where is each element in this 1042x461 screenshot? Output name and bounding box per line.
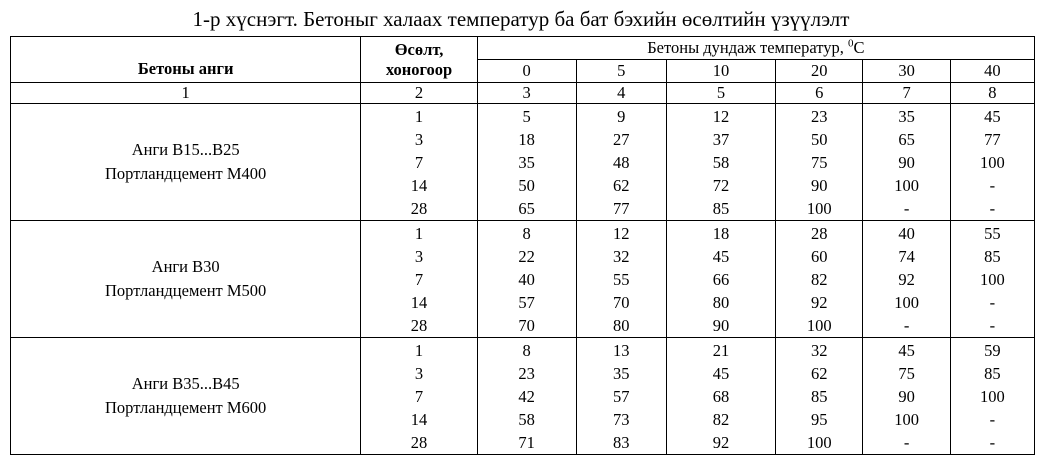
strength-value: 80 [712, 292, 730, 312]
strength-value: 100 [894, 175, 919, 195]
age-value: 1 [414, 223, 424, 243]
strength-value: 62 [612, 175, 630, 195]
strength-value: 100 [979, 386, 1005, 406]
strength-value: 27 [612, 129, 630, 149]
group-row [11, 104, 1035, 221]
strength-value: 82 [712, 409, 730, 429]
strength-value: 32 [612, 246, 630, 266]
age-value: 1 [414, 340, 424, 360]
age-value: 7 [414, 152, 424, 172]
column-number-7: 7 [863, 83, 950, 104]
strength-value: 18 [712, 223, 730, 243]
strength-cell [776, 221, 863, 338]
group-grade-cell [11, 338, 361, 455]
strength-value: - [989, 175, 996, 195]
strength-cell [666, 104, 775, 221]
header-temp-0: 0 [477, 60, 576, 83]
strength-value: 55 [612, 269, 630, 289]
strength-value: 71 [518, 432, 535, 452]
strength-value: 72 [712, 175, 730, 195]
strength-value: 90 [898, 152, 915, 172]
strength-value: 65 [898, 129, 915, 149]
header-temp-3: 20 [776, 60, 863, 83]
strength-value: 40 [518, 269, 535, 289]
grade-label: Анги В30 [151, 257, 220, 276]
table-caption: 1-р хүснэгт. Бетоныг халаах температур ба бат бэхийн өсөлтийн үзүүлэлт [192, 7, 850, 31]
header-age: Өсөлт, хоногоор [361, 37, 477, 83]
strength-value: 58 [518, 409, 535, 429]
strength-value: 48 [612, 152, 630, 172]
age-value: 14 [410, 175, 428, 195]
strength-cell [666, 221, 775, 338]
strength-value: 45 [898, 340, 915, 360]
strength-value: 77 [984, 129, 1001, 149]
strength-cell [477, 338, 576, 455]
strength-value: 100 [894, 409, 919, 429]
age-value: 28 [410, 315, 428, 335]
strength-value: 75 [811, 152, 828, 172]
strength-value: - [903, 198, 910, 218]
strength-value: 50 [811, 129, 828, 149]
cement-label: Портландцемент М600 [105, 398, 267, 417]
strength-value: 28 [811, 223, 828, 243]
strength-value: 8 [522, 340, 531, 360]
age-value: 3 [414, 363, 424, 383]
group-grade-cell [11, 104, 361, 221]
strength-value: 35 [898, 106, 915, 126]
strength-value: - [989, 409, 996, 429]
strength-value: 85 [984, 363, 1001, 383]
strength-value: 100 [806, 198, 832, 218]
column-number-8: 8 [950, 83, 1034, 104]
strength-value: 92 [712, 432, 730, 452]
age-value: 14 [410, 292, 428, 312]
header-temp-5: 40 [950, 60, 1034, 83]
strength-value: 57 [612, 386, 630, 406]
strength-value: 37 [712, 129, 730, 149]
strength-value: 92 [811, 292, 828, 312]
strength-value: 40 [898, 223, 915, 243]
strength-value: 35 [518, 152, 535, 172]
strength-value: 35 [612, 363, 630, 383]
strength-value: 60 [811, 246, 828, 266]
strength-value: 90 [712, 315, 730, 335]
strength-value: 82 [811, 269, 828, 289]
strength-value: 100 [979, 152, 1005, 172]
strength-value: 83 [612, 432, 630, 452]
strength-value: 85 [984, 246, 1001, 266]
strength-value: 21 [712, 340, 730, 360]
strength-value: 23 [518, 363, 535, 383]
cement-label: Портландцемент М500 [105, 281, 267, 300]
header-temperature: Бетоны дундаж температур, $^0$С [477, 37, 1034, 60]
strength-value: 100 [806, 315, 832, 335]
age-value: 7 [414, 386, 424, 406]
strength-cell [576, 338, 666, 455]
strength-cell [477, 221, 576, 338]
strength-value: 90 [811, 175, 828, 195]
strength-value: 73 [612, 409, 630, 429]
strength-value: 92 [898, 269, 915, 289]
strength-value: - [989, 315, 996, 335]
strength-value: 23 [811, 106, 828, 126]
column-number-6: 6 [776, 83, 863, 104]
strength-value: 42 [518, 386, 535, 406]
strength-cell [863, 338, 950, 455]
strength-cell [950, 338, 1034, 455]
column-number-4: 4 [576, 83, 666, 104]
strength-cell [666, 338, 775, 455]
strength-cell [950, 221, 1034, 338]
strength-value: 85 [712, 198, 730, 218]
strength-cell [776, 338, 863, 455]
strength-value: 100 [806, 432, 832, 452]
group-age-cell [361, 221, 477, 338]
group-row [11, 221, 1035, 338]
strength-value: 70 [612, 292, 630, 312]
strength-value: 100 [979, 269, 1005, 289]
age-value: 7 [414, 269, 424, 289]
strength-value: 9 [617, 106, 626, 126]
strength-value: 59 [984, 340, 1001, 360]
strength-value: 58 [712, 152, 730, 172]
grade-label: Анги В15...В25 [131, 140, 240, 159]
age-value: 28 [410, 198, 428, 218]
strength-value: 74 [898, 246, 915, 266]
strength-value: 66 [712, 269, 730, 289]
strength-value: 45 [712, 246, 730, 266]
strength-cell [576, 221, 666, 338]
group-row [11, 338, 1035, 455]
age-value: 3 [414, 129, 424, 149]
strength-cell [776, 104, 863, 221]
strength-value: 65 [518, 198, 535, 218]
age-value: 28 [410, 432, 428, 452]
strength-value: - [989, 432, 996, 452]
strength-value: 8 [522, 223, 531, 243]
strength-cell [477, 104, 576, 221]
strength-value: 50 [518, 175, 535, 195]
strength-value: 45 [712, 363, 730, 383]
strength-value: 100 [894, 292, 919, 312]
column-number-1: 1 [11, 83, 361, 104]
strength-value: 12 [612, 223, 630, 243]
strength-value: 80 [612, 315, 630, 335]
strength-value: 32 [811, 340, 828, 360]
column-number-3: 3 [477, 83, 576, 104]
strength-value: - [903, 432, 910, 452]
strength-value: 22 [518, 246, 535, 266]
group-age-cell [361, 104, 477, 221]
grade-label: Анги В35...В45 [131, 374, 240, 393]
strength-cell [950, 104, 1034, 221]
concrete-strength-table [10, 36, 1035, 455]
strength-value: - [989, 292, 996, 312]
group-age-cell [361, 338, 477, 455]
strength-value: 70 [518, 315, 535, 335]
strength-value: 68 [712, 386, 730, 406]
header-temp-4: 30 [863, 60, 950, 83]
strength-cell [863, 104, 950, 221]
strength-value: 13 [612, 340, 630, 360]
strength-value: 55 [984, 223, 1001, 243]
header-grade: Бетоны анги [11, 37, 361, 83]
cement-label: Портландцемент М400 [105, 164, 267, 183]
column-number-5: 5 [666, 83, 775, 104]
strength-value: 62 [811, 363, 828, 383]
header-temp-2: 10 [666, 60, 775, 83]
strength-cell [863, 221, 950, 338]
age-value: 3 [414, 246, 424, 266]
strength-value: 75 [898, 363, 915, 383]
strength-value: 95 [811, 409, 828, 429]
strength-value: 77 [612, 198, 630, 218]
strength-value: 12 [712, 106, 730, 126]
strength-value: 18 [518, 129, 535, 149]
age-value: 1 [414, 106, 424, 126]
strength-value: 57 [518, 292, 535, 312]
column-number-2: 2 [361, 83, 477, 104]
strength-value: - [989, 198, 996, 218]
header-temp-1: 5 [576, 60, 666, 83]
strength-value: 85 [811, 386, 828, 406]
strength-value: 5 [522, 106, 531, 126]
group-grade-cell [11, 221, 361, 338]
strength-value: - [903, 315, 910, 335]
strength-value: 45 [984, 106, 1001, 126]
age-value: 14 [410, 409, 428, 429]
strength-cell [576, 104, 666, 221]
strength-value: 90 [898, 386, 915, 406]
